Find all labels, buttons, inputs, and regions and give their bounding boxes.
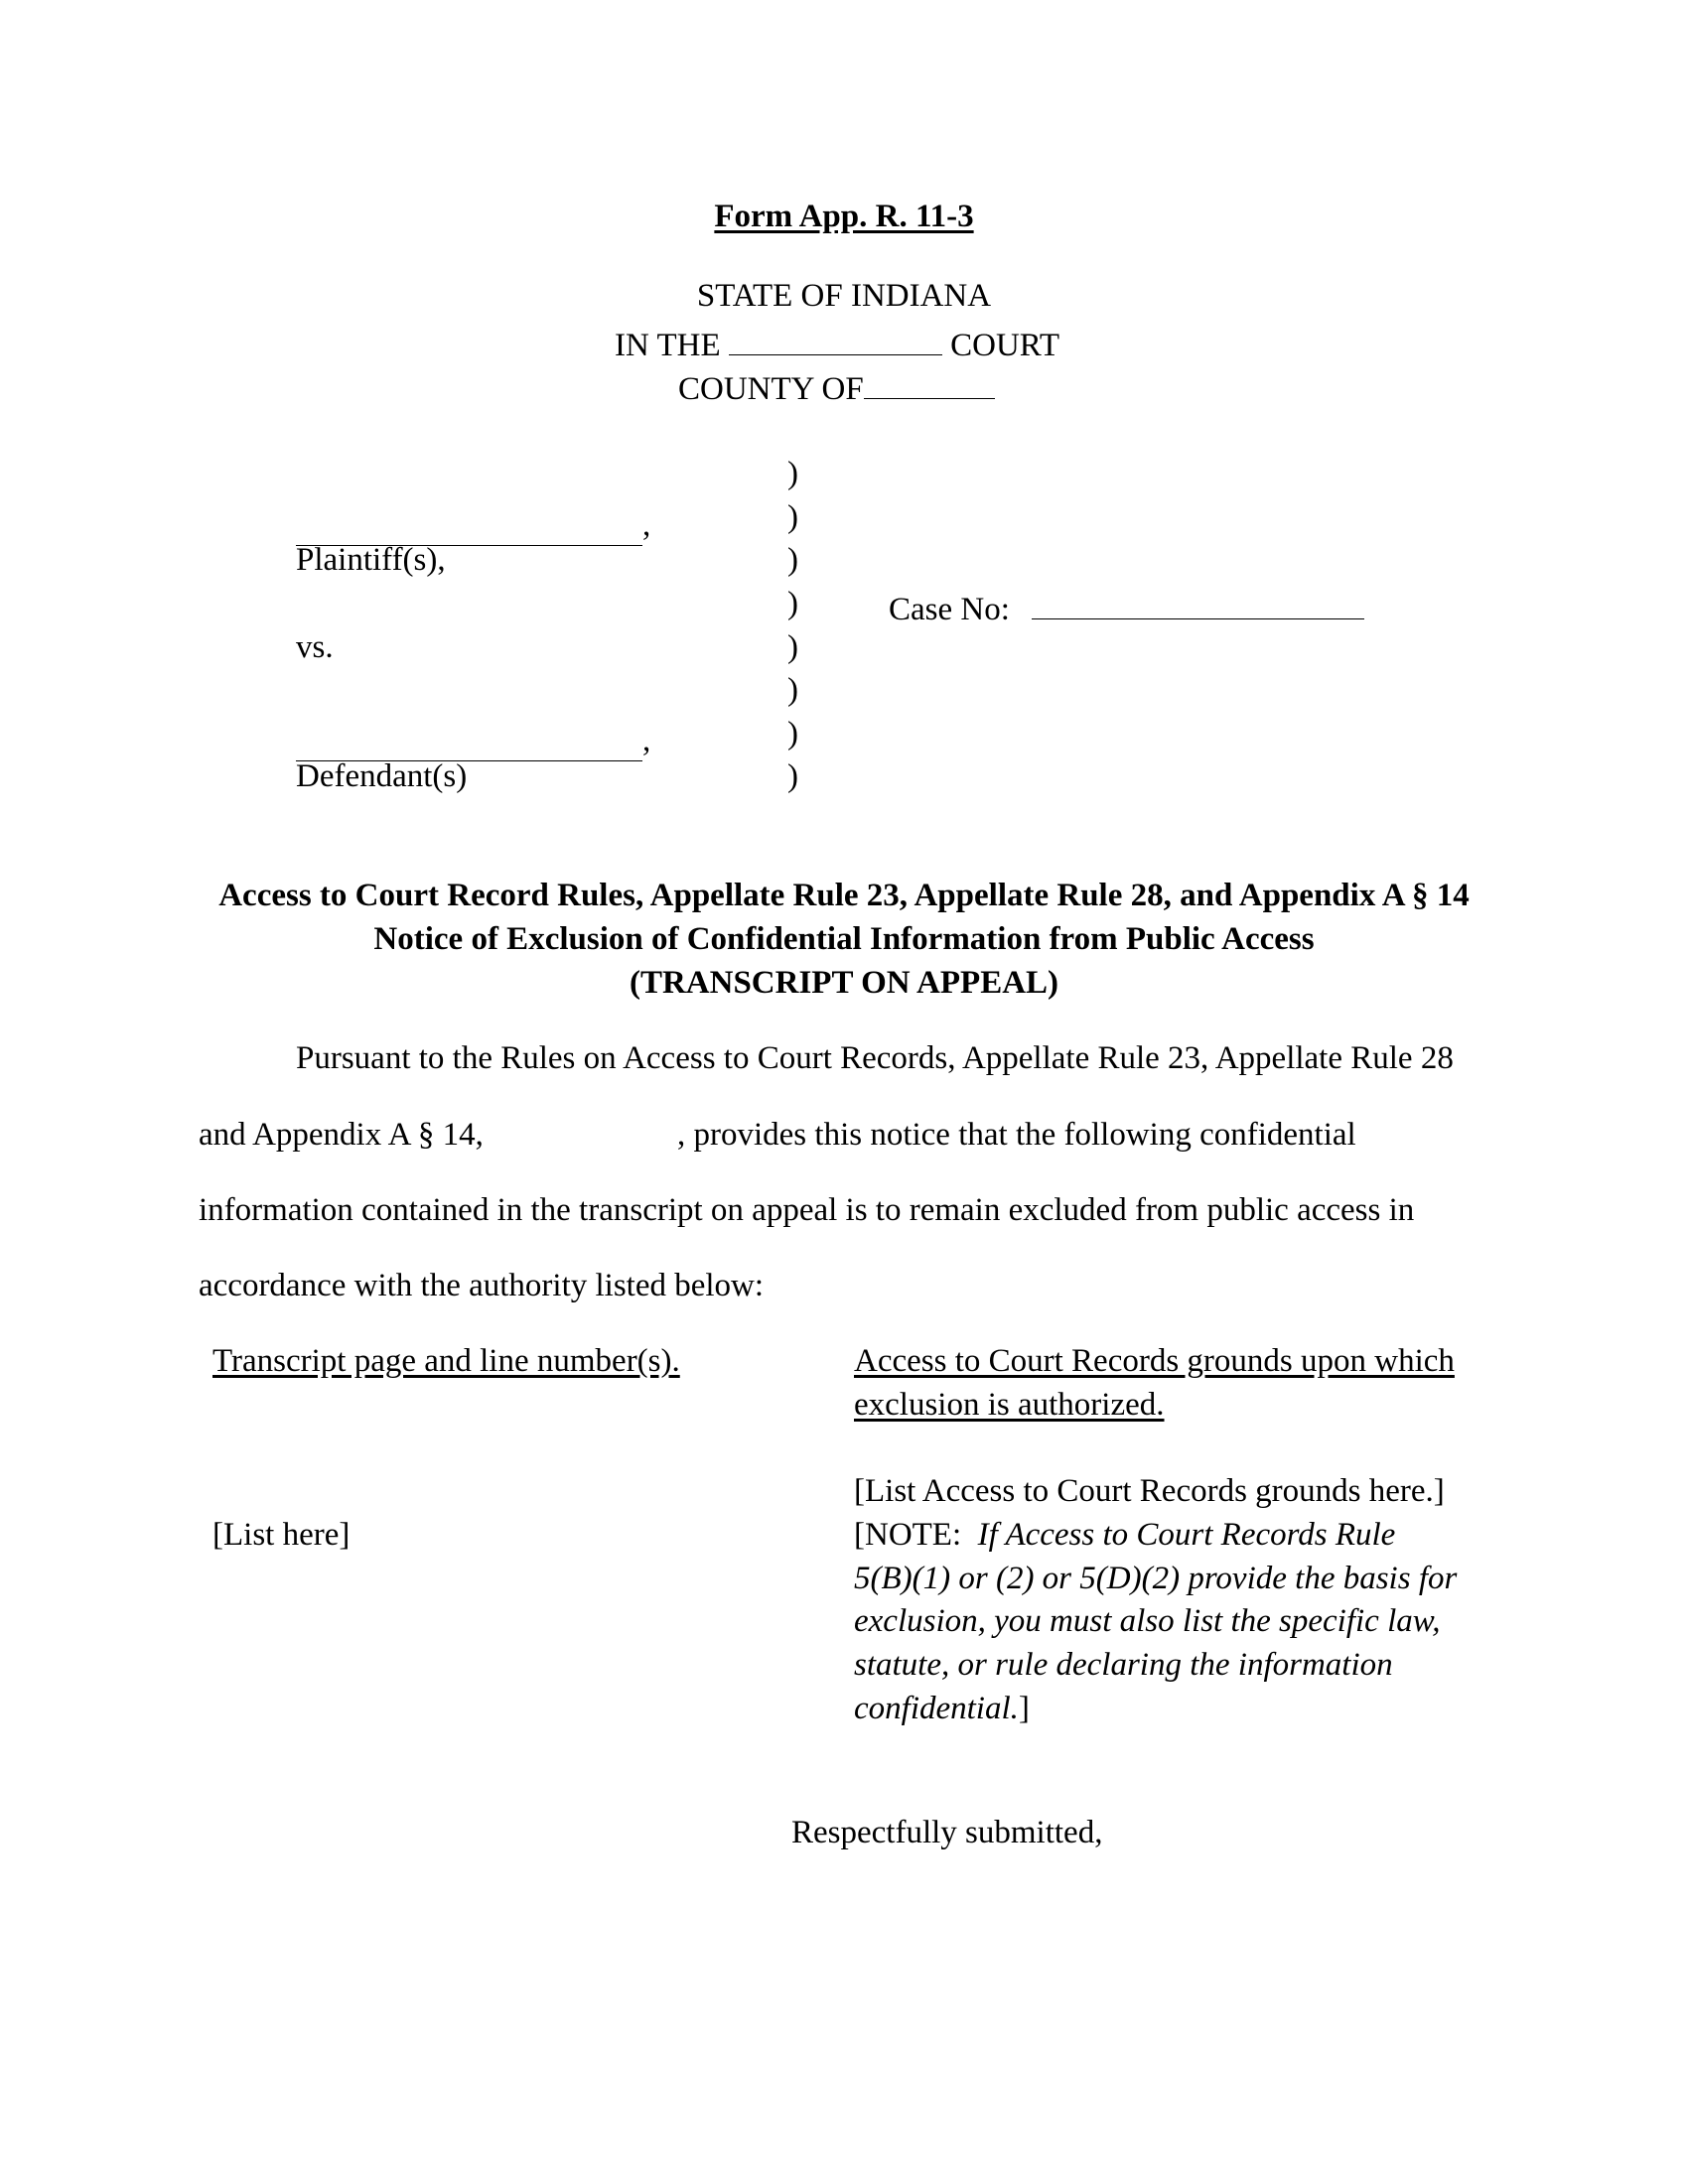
plaintiff-name-blank[interactable] — [296, 512, 642, 546]
body-line-2: and Appendix A § 14, — [199, 1117, 484, 1153]
body-line-2-continued: , provides this notice that the following confidential — [677, 1117, 1356, 1153]
caption-paren: ) — [787, 629, 798, 665]
note-line-3: exclusion, you must also list the specific law, — [854, 1603, 1441, 1639]
caption-paren: ) — [787, 672, 798, 708]
county-name-blank[interactable] — [864, 365, 995, 399]
note-line-5: confidential.] — [854, 1691, 1030, 1726]
caption-paren: ) — [787, 499, 798, 535]
body-line-1: Pursuant to the Rules on Access to Court Records, Appellate Rule 23, Appellate Rule 28 — [296, 1040, 1454, 1076]
note-line-2: 5(B)(1) or (2) or 5(D)(2) provide the basis for — [854, 1561, 1458, 1596]
caption-paren: ) — [787, 586, 798, 621]
table-header-right-line-1: Access to Court Records grounds upon which — [854, 1343, 1455, 1379]
state-heading: STATE OF INDIANA — [696, 278, 992, 314]
body-line-4: accordance with the authority listed below: — [199, 1268, 765, 1303]
case-number-blank[interactable] — [1032, 586, 1364, 619]
note-line-1: [NOTE: If Access to Court Records Rule — [854, 1517, 1396, 1553]
caption-paren: ) — [787, 542, 798, 578]
court-name-blank[interactable] — [729, 322, 942, 355]
closing: Respectfully submitted, — [791, 1815, 1103, 1850]
body-line-3: information contained in the transcript on appeal is to remain excluded from public access in — [199, 1192, 1415, 1228]
plaintiff-comma: , — [642, 507, 651, 543]
note-line-4: statute, or rule declaring the information — [854, 1647, 1393, 1683]
party-name-blank[interactable] — [489, 1117, 671, 1153]
table-header-right-line-2: exclusion is authorized. — [854, 1387, 1165, 1423]
defendant-name-blank[interactable] — [296, 728, 642, 761]
defendant-comma: , — [642, 723, 651, 758]
form-id: Form App. R. 11-3 — [714, 199, 974, 234]
caption-paren: ) — [787, 758, 798, 794]
title-line-3: (TRANSCRIPT ON APPEAL) — [629, 965, 1059, 1001]
right-entry-placeholder: [List Access to Court Records grounds here.] — [854, 1473, 1445, 1509]
plaintiff-label: Plaintiff(s), — [296, 542, 446, 578]
defendant-label: Defendant(s) — [296, 758, 468, 794]
vs-label: vs. — [296, 629, 334, 665]
case-number — [889, 586, 1364, 628]
left-entry-placeholder: [List here] — [212, 1517, 351, 1553]
caption-paren: ) — [787, 716, 798, 751]
court-heading: IN THE COURT — [615, 322, 1059, 364]
caption-paren: ) — [787, 456, 798, 491]
title-line-2: Notice of Exclusion of Confidential Information from Public Access — [373, 921, 1315, 957]
title-line-1: Access to Court Record Rules, Appellate Rule 23, Appellate Rule 28, and Appendix A § 14 — [218, 878, 1470, 913]
case-no-label: Case No: — [889, 592, 1010, 627]
table-header-left: Transcript page and line number(s). — [212, 1343, 680, 1379]
county-heading: COUNTY OF — [678, 365, 995, 408]
